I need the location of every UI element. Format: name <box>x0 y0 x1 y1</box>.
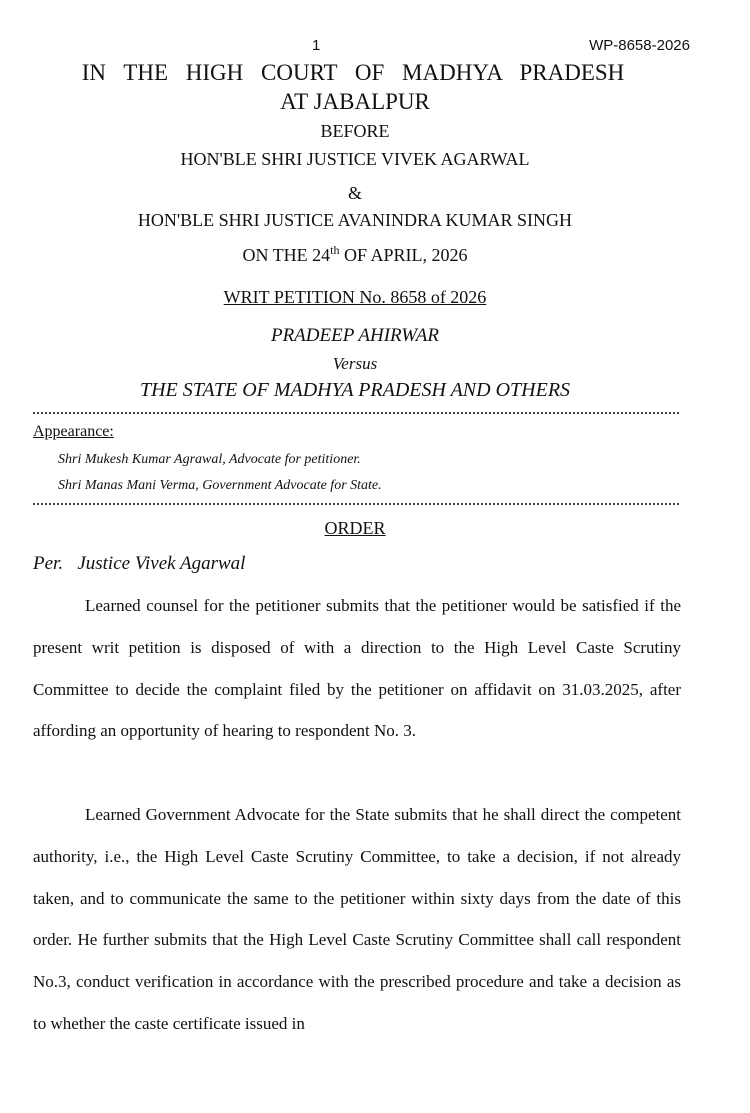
petition-title: WRIT PETITION No. 8658 of 2026 <box>223 287 487 307</box>
dotted-divider-top <box>33 412 679 414</box>
respondent-name: THE STATE OF MADHYA PRADESH AND OTHERS <box>139 379 571 401</box>
appearance-label: Appearance: <box>33 423 114 440</box>
paragraph-1-text: Learned counsel for the petitioner submits that the petitioner would be satisfied if the present writ petition is disposed of with a direction to the High Level Caste Scrutiny Committee to decide the complaint filed by the petitioner on affidavit on 31.03.2025, after affording an opportunity of hearing to respondent No. 3. <box>33 596 681 741</box>
paragraph-2-text: Learned Government Advocate for the State submits that he shall direct the competent authority, i.e., the High Level Caste Scrutiny Committee, to take a decision, if not already taken, and to communicate the same to the petitioner within sixty days from the date of this order. He further submits that the High Level Caste Scrutiny Committee shall call respondent No.3, conduct verification in accordance with the prescribed procedure and take a decision as to whether the caste certificate issued in <box>33 805 681 1033</box>
ampersand: & <box>347 183 362 203</box>
order-paragraph-1 <box>33 585 681 752</box>
judge-2: HON'BLE SHRI JUSTICE AVANINDRA KUMAR SINGH <box>137 210 573 230</box>
case-reference: WP-8658-2026 <box>589 37 690 54</box>
order-author: Per. Justice Vivek Agarwal <box>33 553 246 574</box>
hearing-date <box>0 245 730 266</box>
court-seat: AT JABALPUR <box>280 89 430 114</box>
court-name: IN THE HIGH COURT OF MADHYA PRADESH <box>81 60 625 85</box>
order-heading: ORDER <box>324 518 386 538</box>
dotted-divider-bottom <box>33 503 679 505</box>
page-number: 1 <box>312 37 321 54</box>
judge-1: HON'BLE SHRI JUSTICE VIVEK AGARWAL <box>180 149 530 169</box>
advocate-state: Shri Manas Mani Verma, Government Advocate for State. <box>58 478 382 493</box>
before-label: BEFORE <box>320 121 390 141</box>
date-suffix: OF APRIL, 2026 <box>339 245 468 265</box>
versus-label: Versus <box>332 354 378 373</box>
date-prefix: ON THE 24 <box>242 245 331 265</box>
advocate-petitioner: Shri Mukesh Kumar Agrawal, Advocate for petitioner. <box>58 452 361 467</box>
date-superscript: th <box>330 243 340 257</box>
petitioner-name: PRADEEP AHIRWAR <box>270 325 440 346</box>
order-paragraph-2 <box>33 794 681 1045</box>
